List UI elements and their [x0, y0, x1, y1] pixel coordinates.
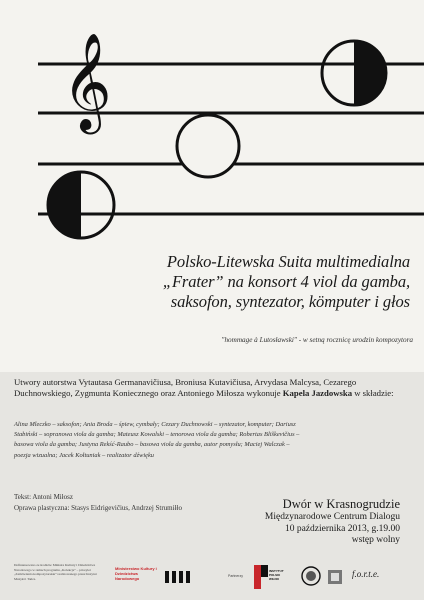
small-square-logo [328, 570, 342, 584]
music-staff-illustration [0, 0, 424, 260]
seal-logo [301, 566, 321, 586]
ensemble-name: Kapela Jazdowska [282, 388, 353, 399]
partners-label: Partnerzy [228, 574, 243, 578]
svg-text:𝄞: 𝄞 [62, 32, 112, 130]
polish-institute-logo [254, 565, 284, 591]
credits [14, 492, 264, 514]
authors-lead: Utwory autorstwa Vytautasa Germanavičiusa, Broniusa Kutavičiusa, Arvydasa Malcysa, Cezarego Duchnowskiego, Zygmunta Koniecznego oraz Antoniego Miłosza wykonuje [14, 377, 357, 399]
ministry-logo [115, 566, 157, 590]
entry-info: wstęp wolny [351, 535, 400, 545]
venue-name: Dwór w Krasnogrudzie [282, 497, 400, 511]
credit-design: Oprawa plastyczna: Stasys Eidrigevičius, Andrzej Strumiłło [14, 504, 182, 512]
authors-tail: w składzie: [354, 388, 394, 399]
venue-center: Międzynarodowe Centrum Dialogu [264, 512, 400, 522]
treble-clef-icon [62, 32, 112, 134]
polish-institute-logo-text: INSTYTUT POLSKI WILNO [269, 569, 284, 581]
performers-list: Alina Mleczko – saksofon; Ania Broda – śpiew, cymbały; Cezary Duchnowski – syntezator, komputer; Dariusz Stabiński – sopranowa viola da gamba; Mateusz Kowalski – tenorowa viola da gamba; Robertas Bliškevičius – basowa viola da gamba; Justyna Rekść-Raubo – basowa viola da gamba, autor pomysłu; Maciej Walczak – poezja wizualna; Jacek Kołtuniak – realizator dźwięku [14, 421, 300, 459]
funding-note: Dofinansowano ze środków Ministra Kultury i Dziedzictwa Narodowego w ramach programu „Kolekcje” – priorytet „Zamówienia kompozytorskie” realizowanego przez Instytut Muzyki i Tańca. [14, 563, 97, 581]
title-line-1: Polsko-Litewska Suita multimedialna [166, 252, 410, 271]
ministry-logo-text: Ministerstwo Kultury i Dziedzictwa Narodowego [115, 566, 157, 581]
note-open-icon [177, 115, 239, 177]
event-subtitle: "hommage à Lutosławski" - w setną rocznicę urodzin kompozytora [221, 336, 413, 344]
note-left-half-filled-icon [48, 172, 114, 238]
title-line-3: saksofon, syntezator, kömputer i głos [170, 292, 410, 311]
event-date: 10 października 2013, g.19.00 [284, 523, 400, 534]
credit-text: Tekst: Antoni Miłosz [14, 493, 74, 501]
forte-logo: f.o.r.t.e. [352, 569, 380, 579]
title-line-2: „Frater” na konsort 4 viol da gamba, [162, 272, 410, 291]
music-institute-logo [164, 568, 194, 586]
authors-paragraph [14, 377, 414, 399]
note-right-half-filled-icon [322, 41, 386, 105]
venue-info [240, 497, 400, 547]
event-title [160, 252, 410, 312]
